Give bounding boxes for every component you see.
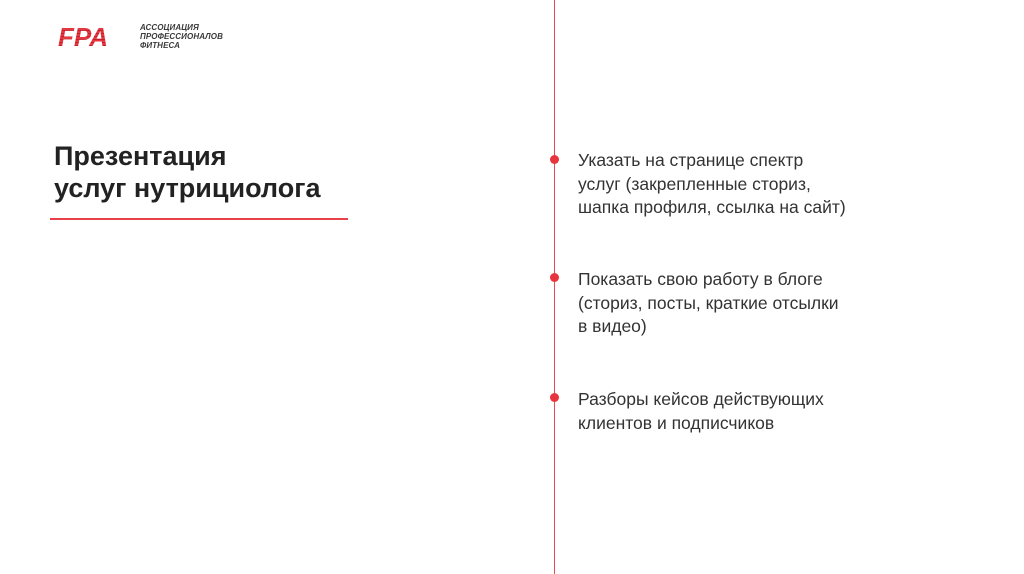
slide-title-line: услуг нутрициолога — [54, 173, 321, 203]
bullet-dot — [550, 393, 559, 402]
bullet-line: Разборы кейсов действующих — [578, 389, 824, 409]
bullet-dot — [550, 273, 559, 282]
bullet-item — [578, 149, 958, 220]
vertical-divider — [554, 0, 555, 574]
bullet-line: (сториз, посты, краткие отсылки — [578, 292, 839, 313]
title-underline — [50, 218, 348, 220]
slide-title-line: Презентация — [54, 141, 227, 171]
bullet-line: Показать свою работу в блоге — [578, 269, 823, 289]
bullet-line: в видео) — [578, 316, 647, 336]
bullet-item — [578, 388, 958, 435]
bullet-line: услуг (закрепленные сториз, — [578, 173, 811, 194]
bullet-line: клиентов и подписчиков — [578, 412, 775, 433]
fpa-logo — [56, 20, 223, 52]
svg-text:FPA: FPA — [58, 22, 109, 50]
logo-org-line: ФИТНЕСА — [140, 40, 181, 50]
fpa-logo-mark — [56, 22, 132, 50]
bullet-line: Указать на странице спектр — [578, 150, 804, 170]
bullet-item — [578, 268, 958, 339]
logo-org-line: АССОЦИАЦИЯ — [140, 22, 199, 32]
logo-organization-name — [140, 23, 223, 50]
logo-org-line: ПРОФЕССИОНАЛОВ — [140, 31, 223, 41]
bullet-dot — [550, 155, 559, 164]
bullet-line: шапка профиля, ссылка на сайт) — [578, 197, 846, 217]
slide-title — [54, 140, 374, 204]
